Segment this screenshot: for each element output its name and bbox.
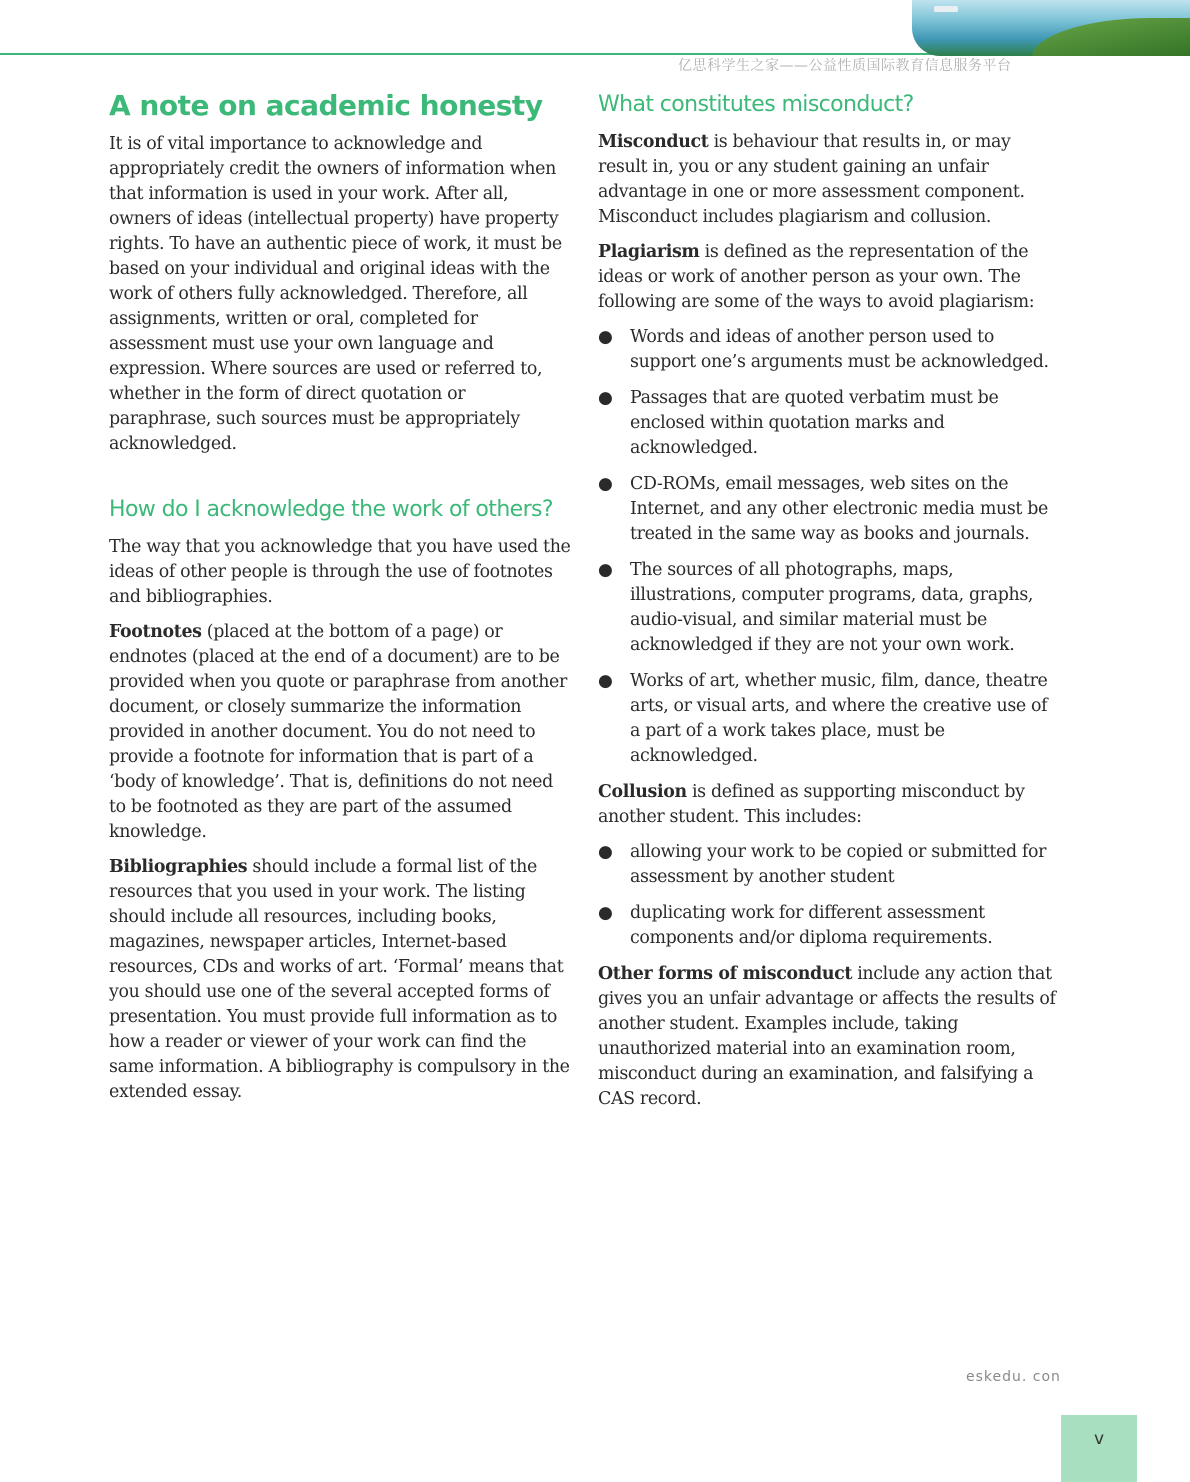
acknowledge-heading: How do I acknowledge the work of others? bbox=[109, 497, 553, 522]
list-item: ● Works of art, whether music, film, dance, theatre arts, or visual arts, and where the creative use of a part of a work takes place, must be acknowledged. bbox=[598, 671, 1048, 766]
plagiarism-text: is defined as the representation of the ideas or work of another person as your own. The following are some of the ways to avoid plagiarism: bbox=[598, 242, 1035, 312]
list-item: ● Words and ideas of another person used to support one’s arguments must be acknowledged. bbox=[598, 327, 1049, 372]
collusion-paragraph bbox=[598, 780, 1060, 830]
other-misconduct-term: Other forms of misconduct bbox=[598, 964, 853, 984]
bullet-icon: ● bbox=[598, 388, 613, 408]
footnotes-term: Footnotes bbox=[109, 622, 202, 642]
page-number-box bbox=[1061, 1415, 1137, 1482]
footer-site-text: eskedu. con bbox=[966, 1369, 1061, 1385]
list-item: ● allowing your work to be copied or submitted for assessment by another student bbox=[598, 842, 1047, 887]
bullet-icon: ● bbox=[598, 671, 613, 691]
bibliographies-term: Bibliographies bbox=[109, 857, 248, 877]
bibliographies-paragraph bbox=[109, 855, 571, 1105]
collusion-term: Collusion bbox=[598, 782, 687, 802]
other-misconduct-paragraph bbox=[598, 962, 1060, 1112]
bibliographies-text: should include a formal list of the resources that you used in your work. The listing should include all resources, including books, magazines, newspaper articles, Internet-based resources, CDs and works of art. ‘Formal’ means that you should use one of the several accepted forms of presentation. You must provide full information as to how a reader or viewer of your work can find the same information. A bibliography is compulsory in the extended essay. bbox=[109, 857, 570, 1102]
plagiarism-list bbox=[598, 325, 1060, 769]
list-item: ● Passages that are quoted verbatim must be enclosed within quotation marks and acknowledged. bbox=[598, 388, 999, 458]
way-paragraph: The way that you acknowledge that you have used the ideas of other people is through the use of footnotes and bibliographies. bbox=[109, 537, 571, 607]
header-photo-land bbox=[1032, 18, 1190, 56]
list-item: ● duplicating work for different assessment components and/or diploma requirements. bbox=[598, 903, 993, 948]
header-photo bbox=[912, 0, 1190, 56]
bullet-icon: ● bbox=[598, 903, 613, 923]
plagiarism-paragraph bbox=[598, 240, 1060, 315]
misconduct-heading: What constitutes misconduct? bbox=[598, 92, 914, 117]
other-misconduct-text: include any action that gives you an unfair advantage or affects the results of another student. Examples include, taking unauthorized material into an examination room, misconduct during an examination, and falsifying a CAS record. bbox=[598, 964, 1056, 1109]
footnotes-paragraph bbox=[109, 620, 571, 845]
page-title: A note on academic honesty bbox=[109, 89, 543, 122]
header-photo-boat bbox=[934, 6, 958, 12]
list-item: ● The sources of all photographs, maps, illustrations, computer programs, data, graphs, audio-visual, and similar material must be acknowledged if they are not your own work. bbox=[598, 560, 1034, 655]
footnotes-text: (placed at the bottom of a page) or endnotes (placed at the end of a document) are to be provided when you quote or paraphrase from another document, or closely summarize the information provided in another document. You do not need to provide a footnote for information that is part of a ‘body of knowledge’. That is, definitions do not need to be footnoted as they are part of the assumed knowledge. bbox=[109, 622, 567, 842]
plagiarism-term: Plagiarism bbox=[598, 242, 700, 262]
left-column bbox=[109, 86, 571, 1115]
misconduct-paragraph bbox=[598, 130, 1060, 230]
bullet-icon: ● bbox=[598, 560, 613, 580]
watermark-text: 亿思科学生之家——公益性质国际教育信息服务平台 bbox=[678, 58, 1012, 74]
intro-paragraph: It is of vital importance to acknowledge and appropriately credit the owners of information when that information is used in your work. After all, owners of ideas (intellectual property) have property rights. To have an authentic piece of work, it must be based on your individual and original ideas with the work of others fully acknowledged. Therefore, all assignments, written or oral, completed for assessment must use your own language and expression. Where sources are used or referred to, whether in the form of direct quotation or paraphrase, such sources must be appropriately acknowledged. bbox=[109, 134, 562, 454]
bullet-icon: ● bbox=[598, 474, 613, 494]
bullet-icon: ● bbox=[598, 327, 613, 347]
collusion-text: is defined as supporting misconduct by another student. This includes: bbox=[598, 782, 1025, 827]
list-item: ● CD-ROMs, email messages, web sites on the Internet, and any other electronic media must be treated in the same way as books and journals. bbox=[598, 474, 1048, 544]
misconduct-text: is behaviour that results in, or may result in, you or any student gaining an unfair advantage in one or more assessment component. Misconduct includes plagiarism and collusion. bbox=[598, 132, 1025, 227]
collusion-list bbox=[598, 840, 1060, 951]
right-column bbox=[598, 86, 1060, 1122]
misconduct-term: Misconduct bbox=[598, 132, 709, 152]
bullet-icon: ● bbox=[598, 842, 613, 862]
page-number: v bbox=[1093, 1429, 1105, 1449]
